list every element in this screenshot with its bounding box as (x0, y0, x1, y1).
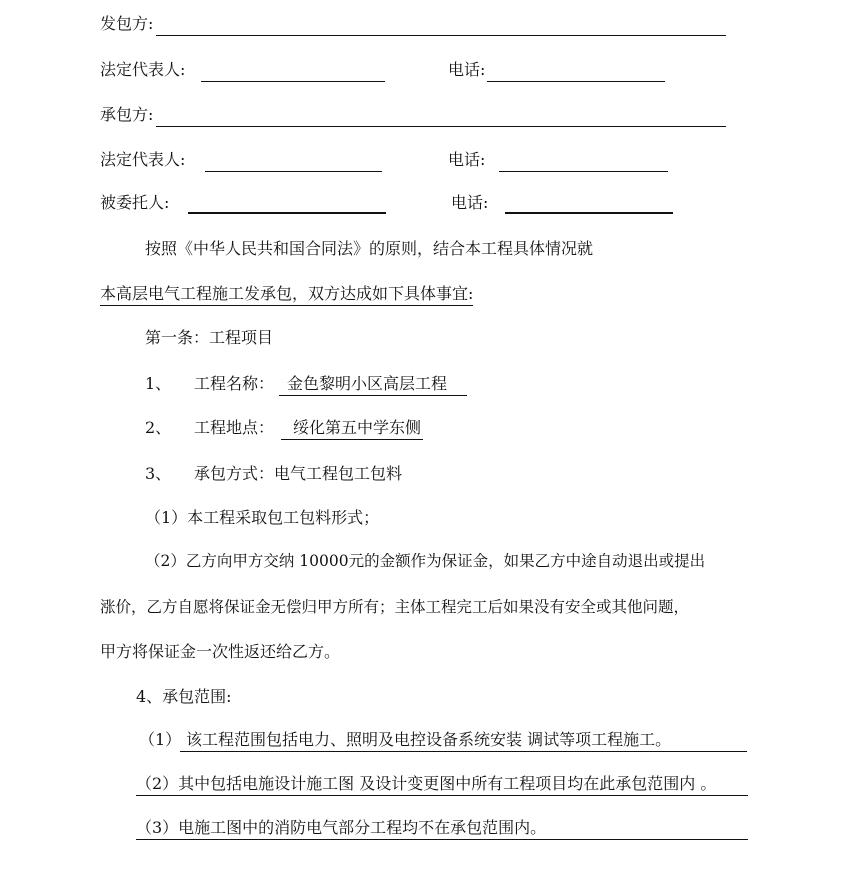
employer-rep-blank[interactable] (201, 59, 385, 82)
item-3-text: 承包方式：电气工程包工包料 (194, 464, 403, 483)
item-1-number: 1、 (145, 374, 172, 393)
item-2-value (281, 417, 423, 440)
item-1-value (279, 373, 467, 396)
intro-line-2 (100, 283, 473, 306)
scope-2 (136, 773, 748, 796)
scope-1-number: （1） (139, 730, 182, 749)
scope-1-text: 该工程范围包括电力、照明及电控设备系统安装 调试等项工程施工。 (180, 729, 747, 752)
sub-clause-2-line-3: 甲方将保证金一次性返还给乙方。 (100, 642, 341, 661)
contractor-label: 承包方: (100, 105, 154, 124)
item-4-title: 4、承包范围: (136, 687, 232, 706)
agent-phone-blank[interactable] (505, 192, 673, 214)
contractor-name-blank[interactable] (156, 104, 726, 127)
agent-phone-label: 电话: (451, 193, 489, 212)
item-2-number: 2、 (145, 418, 172, 437)
agent-label: 被委托人: (100, 193, 170, 212)
employer-label: 发包方: (100, 14, 154, 33)
employer-name-blank[interactable] (156, 13, 726, 36)
item-1-label: 工程名称： (194, 374, 275, 393)
project-location-value: 绥化第五中学东侧 (281, 417, 423, 440)
intro-line-1: 按照《中华人民共和国合同法》的原则，结合本工程具体情况就 (145, 239, 594, 258)
agent-blank[interactable] (188, 192, 386, 214)
scope-3 (136, 817, 748, 840)
contractor-rep-blank[interactable] (205, 149, 382, 172)
sub-clause-2-line-1: （2）乙方向甲方交纳 10000元的金额作为保证金，如果乙方中途自动退出或提出 (145, 552, 706, 570)
scope-2-text: （2）其中包括电施设计施工图 及设计变更图中所有工程项目均在此承包范围内 。 (136, 773, 748, 796)
contractor-phone-blank[interactable] (499, 149, 668, 172)
employer-phone-blank[interactable] (487, 59, 665, 82)
employer-phone-label: 电话: (448, 60, 486, 79)
contractor-rep-label: 法定代表人: (100, 150, 186, 169)
item-2-label: 工程地点： (194, 418, 275, 437)
sub-clause-1: （1）本工程采取包工包料形式； (145, 508, 380, 527)
scope-3-text: （3）电施工图中的消防电气部分工程均不在承包范围内。 (136, 817, 748, 840)
article-1-title: 第一条：工程项目 (145, 328, 274, 347)
contractor-phone-label: 电话: (448, 150, 486, 169)
item-3-number: 3、 (145, 464, 172, 483)
intro-line-2-text: 本高层电气工程施工发承包，双方达成如下具体事宜: (100, 283, 473, 306)
scope-1 (180, 729, 747, 752)
sub-clause-2-line-2: 涨价，乙方自愿将保证金无偿归甲方所有；主体工程完工后如果没有安全或其他问题， (100, 598, 690, 616)
project-name-value: 金色黎明小区高层工程 (279, 373, 467, 396)
employer-rep-label: 法定代表人: (100, 60, 186, 79)
